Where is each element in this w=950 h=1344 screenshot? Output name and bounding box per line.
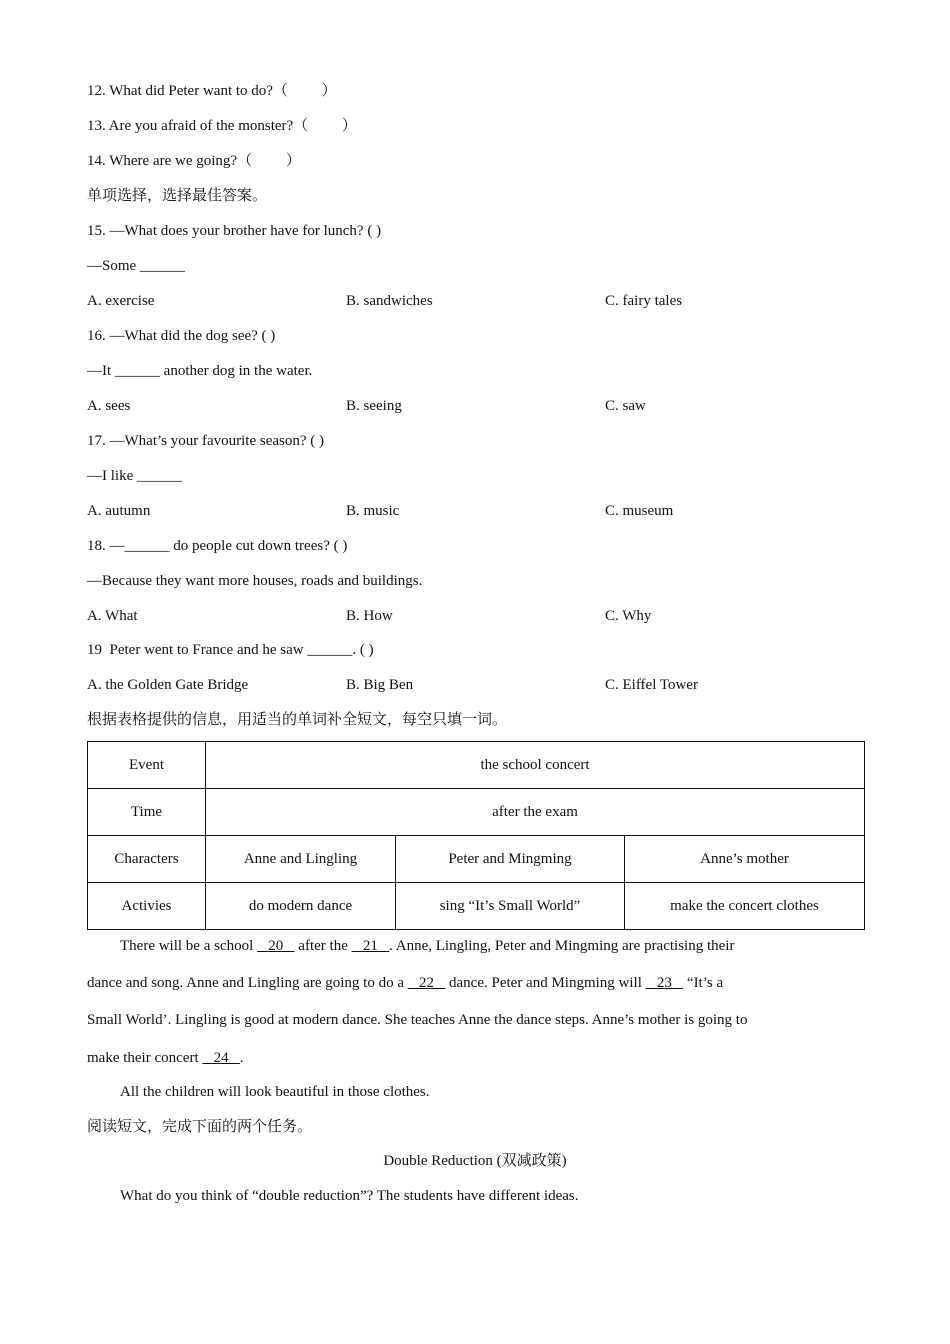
option-b: B. sandwiches	[346, 293, 433, 309]
info-table	[87, 741, 865, 930]
option-c: C. saw	[605, 398, 646, 414]
blank-24: 24	[202, 1050, 240, 1066]
option-c: C. Eiffel Tower	[605, 677, 698, 693]
passage-line	[120, 936, 734, 956]
question-17: 17. —What’s your favourite season? ( )	[87, 433, 325, 449]
table-cell: sing “It’s Small World”	[396, 883, 625, 930]
option-b: B. music	[346, 503, 400, 519]
passage-text: .	[239, 1050, 244, 1066]
option-b: B. seeing	[346, 398, 402, 414]
section-title-fill-blanks: 根据表格提供的信息，用适当的单词补全短文，每空只填一词。	[87, 712, 508, 728]
table-row	[88, 742, 865, 789]
question-16: 16. —What did the dog see? ( )	[87, 328, 276, 344]
blank-22: 22	[407, 975, 446, 991]
passage-text: . Anne, Lingling, Peter and Mingming are practising their	[389, 938, 735, 954]
table-cell: make the concert clothes	[625, 883, 865, 930]
table-cell: Anne and Lingling	[206, 836, 396, 883]
option-c: C. Why	[605, 608, 652, 624]
question-13: 13. Are you afraid of the monster?（ ）	[87, 118, 357, 134]
option-b: B. How	[346, 608, 393, 624]
answer-line-16: —It ______ another dog in the water.	[87, 363, 313, 379]
table-header-cell: Characters	[88, 836, 206, 883]
table-cell: after the exam	[206, 789, 865, 836]
answer-line-18: —Because they want more houses, roads and buildings.	[87, 573, 423, 589]
table-header-cell: Event	[88, 742, 206, 789]
table-cell: the school concert	[206, 742, 865, 789]
question-19: 19 Peter went to France and he saw ______. ( )	[87, 642, 374, 658]
option-b: B. Big Ben	[346, 677, 414, 693]
passage-line: All the children will look beautiful in those clothes.	[120, 1084, 430, 1100]
blank-20: 20	[257, 938, 295, 954]
table-header-cell: Time	[88, 789, 206, 836]
passage-text: make their concert	[87, 1050, 203, 1066]
section-title-reading: 阅读短文，完成下面的两个任务。	[87, 1119, 313, 1135]
passage-text: There will be a school	[120, 938, 258, 954]
section-title-single-choice: 单项选择，选择最佳答案。	[87, 188, 268, 204]
blank-23: 23	[645, 975, 684, 991]
passage-line	[87, 973, 723, 993]
blank-21: 21	[351, 938, 390, 954]
table-row	[88, 789, 865, 836]
table-cell: Peter and Mingming	[396, 836, 625, 883]
passage-text: dance and song. Anne and Lingling are going to do a	[87, 975, 408, 991]
option-c: C. fairy tales	[605, 293, 683, 309]
option-a: A. the Golden Gate Bridge	[87, 677, 249, 693]
reading-intro: What do you think of “double reduction”? The students have different ideas.	[120, 1188, 579, 1204]
option-a: A. exercise	[87, 293, 155, 309]
question-18: 18. —______ do people cut down trees? ( )	[87, 538, 348, 554]
answer-line-17: —I like ______	[87, 468, 182, 484]
option-a: A. autumn	[87, 503, 151, 519]
question-12: 12. What did Peter want to do?（ ）	[87, 83, 337, 99]
option-a: A. sees	[87, 398, 131, 414]
table-row	[88, 836, 865, 883]
passage-text: after the	[294, 938, 352, 954]
answer-line-15: —Some ______	[87, 258, 185, 274]
option-a: A. What	[87, 608, 138, 624]
question-14: 14. Where are we going?（ ）	[87, 153, 301, 169]
passage-line: Small World’. Lingling is good at modern dance. She teaches Anne the dance steps. Anne’s mother is going to	[87, 1012, 748, 1028]
passage-text: “It’s a	[683, 975, 724, 991]
table-header-cell: Activies	[88, 883, 206, 930]
option-c: C. museum	[605, 503, 674, 519]
reading-title: Double Reduction (双减政策)	[383, 1153, 567, 1169]
passage-line	[87, 1048, 244, 1068]
table-row	[88, 883, 865, 930]
passage-text: dance. Peter and Mingming will	[445, 975, 646, 991]
table-cell: do modern dance	[206, 883, 396, 930]
question-15: 15. —What does your brother have for lunch? ( )	[87, 223, 382, 239]
table-cell: Anne’s mother	[625, 836, 865, 883]
